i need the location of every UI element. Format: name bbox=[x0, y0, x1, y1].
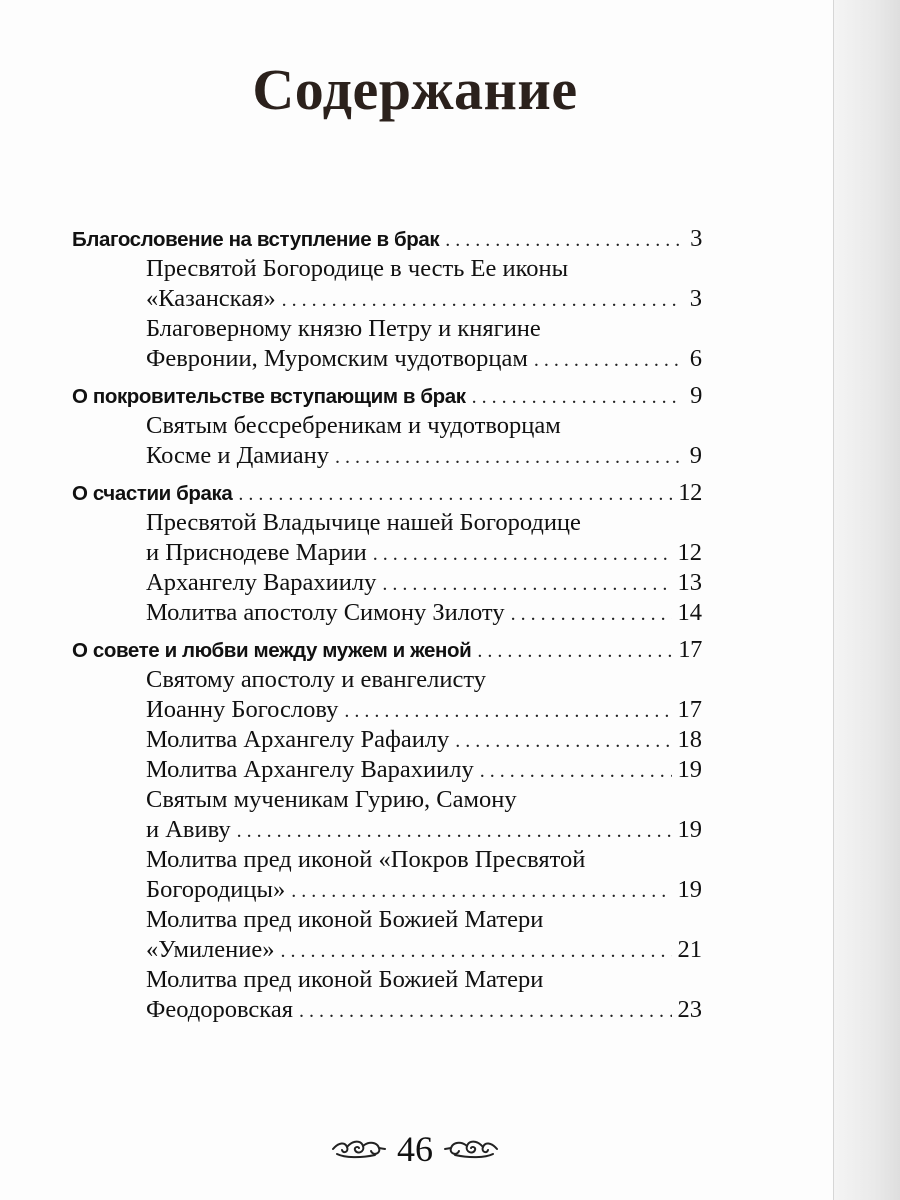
toc-entry-label: Феодоровская bbox=[146, 996, 293, 1023]
toc-entry-row bbox=[72, 254, 702, 284]
toc-page-number: 17 bbox=[677, 696, 702, 723]
dot-leader bbox=[335, 442, 682, 472]
toc-page-number: 3 bbox=[690, 225, 702, 252]
toc-entry-row bbox=[72, 875, 702, 905]
toc-entry-label: «Умиление» bbox=[146, 936, 275, 963]
dot-leader bbox=[382, 569, 671, 599]
dot-leader bbox=[455, 726, 671, 756]
page-number: 46 bbox=[397, 1129, 433, 1169]
toc-page-number: 18 bbox=[677, 726, 702, 753]
dot-leader bbox=[281, 936, 672, 966]
toc-entry-row bbox=[72, 441, 702, 471]
toc-section-label: О покровительстве вступающим в брак bbox=[72, 385, 466, 408]
toc-page-number: 9 bbox=[689, 442, 702, 469]
toc-entry-row bbox=[72, 344, 702, 374]
toc-entry-label: Богородицы» bbox=[146, 876, 286, 903]
dot-leader bbox=[480, 756, 672, 786]
toc-entry-label: Святым бессребреникам и чудотворцам bbox=[146, 412, 561, 439]
toc-page-number: 19 bbox=[677, 876, 702, 903]
dot-leader bbox=[238, 479, 672, 509]
toc-entry-label: Святым мученикам Гурию, Самону bbox=[146, 786, 517, 813]
toc-entry-row bbox=[72, 538, 702, 568]
dot-leader bbox=[445, 225, 682, 255]
toc-section-row bbox=[72, 381, 702, 411]
toc-entry-label: Пресвятой Владычице нашей Богородице bbox=[146, 509, 581, 536]
toc-section-row bbox=[72, 635, 702, 665]
toc-entry-label: Пресвятой Богородице в честь Ее иконы bbox=[146, 255, 569, 282]
dot-leader bbox=[477, 636, 672, 666]
toc-entry-label: «Казанская» bbox=[146, 285, 276, 312]
toc-section-row bbox=[72, 224, 702, 254]
toc-entry-label: и Авиву bbox=[146, 816, 231, 843]
toc-entry-row bbox=[72, 845, 702, 875]
toc-entry-row bbox=[72, 598, 702, 628]
toc-page-number: 23 bbox=[677, 996, 702, 1023]
toc-entry-label: Косме и Дамиану bbox=[146, 442, 330, 469]
toc-entry-row bbox=[72, 665, 702, 695]
toc-page-number: 14 bbox=[677, 599, 702, 626]
toc-section-label: О совете и любви между мужем и женой bbox=[72, 639, 472, 662]
toc-entry-label: Молитва Архангелу Варахиилу bbox=[146, 756, 474, 783]
toc-page-number: 12 bbox=[677, 539, 702, 566]
toc-entry-label: Молитва Архангелу Рафаилу bbox=[146, 726, 450, 753]
toc-entry-label: и Приснодеве Марии bbox=[146, 539, 367, 566]
toc-entry-row bbox=[72, 411, 702, 441]
toc-page-number: 6 bbox=[689, 345, 702, 372]
dot-leader bbox=[282, 285, 682, 315]
toc-page-number: 19 bbox=[677, 816, 702, 843]
toc-entry-row bbox=[72, 785, 702, 815]
toc-entry-label: Молитва пред иконой «Покров Пресвятой bbox=[146, 846, 586, 873]
toc-page-number: 19 bbox=[677, 756, 702, 783]
toc-entry-label: Молитва пред иконой Божией Матери bbox=[146, 906, 544, 933]
toc-page-number: 21 bbox=[677, 936, 702, 963]
toc-entry-row bbox=[72, 568, 702, 598]
swirl-ornament-right-icon bbox=[443, 1138, 499, 1160]
dot-leader bbox=[299, 996, 672, 1026]
dot-leader bbox=[534, 345, 682, 375]
dot-leader bbox=[472, 382, 682, 412]
dot-leader bbox=[344, 696, 671, 726]
page-title: Содержание bbox=[252, 57, 578, 122]
dot-leader bbox=[511, 599, 672, 629]
toc-entry-label: Святому апостолу и евангелисту bbox=[146, 666, 486, 693]
book-spine-shadow bbox=[833, 0, 900, 1200]
toc-section-label: Благословение на вступление в брак bbox=[72, 228, 440, 251]
toc-entry-row bbox=[72, 725, 702, 755]
dot-leader bbox=[291, 876, 671, 906]
toc-page-number: 9 bbox=[690, 382, 702, 409]
toc-page-number: 12 bbox=[678, 479, 702, 506]
toc-entry-label: Молитва пред иконой Божией Матери bbox=[146, 966, 544, 993]
swirl-ornament-left-icon bbox=[331, 1138, 387, 1160]
toc-entry-label: Февронии, Муромским чудотворцам bbox=[146, 345, 528, 372]
toc-entry-label: Архангелу Варахиилу bbox=[146, 569, 377, 596]
toc-entry-row bbox=[72, 695, 702, 725]
toc-page-number: 13 bbox=[677, 569, 702, 596]
toc-entry-label: Благоверному князю Петру и княгине bbox=[146, 315, 541, 342]
toc-entry-row bbox=[72, 995, 702, 1025]
toc-section-label: О счастии брака bbox=[72, 482, 233, 505]
dot-leader bbox=[237, 816, 672, 846]
page-footer bbox=[0, 1128, 830, 1170]
toc-entry-label: Иоанну Богослову bbox=[146, 696, 339, 723]
dot-leader bbox=[373, 539, 672, 569]
toc-entry-row bbox=[72, 755, 702, 785]
toc-section-row bbox=[72, 478, 702, 508]
toc-entry-row bbox=[72, 815, 702, 845]
toc-page-number: 3 bbox=[689, 285, 702, 312]
table-of-contents bbox=[72, 224, 702, 1025]
toc-entry-row bbox=[72, 965, 702, 995]
toc-entry-row bbox=[72, 508, 702, 538]
toc-entry-row bbox=[72, 905, 702, 935]
toc-entry-label: Молитва апостолу Симону Зилоту bbox=[146, 599, 505, 626]
toc-entry-row bbox=[72, 314, 702, 344]
toc-entry-row bbox=[72, 284, 702, 314]
toc-page-number: 17 bbox=[678, 636, 702, 663]
toc-entry-row bbox=[72, 935, 702, 965]
